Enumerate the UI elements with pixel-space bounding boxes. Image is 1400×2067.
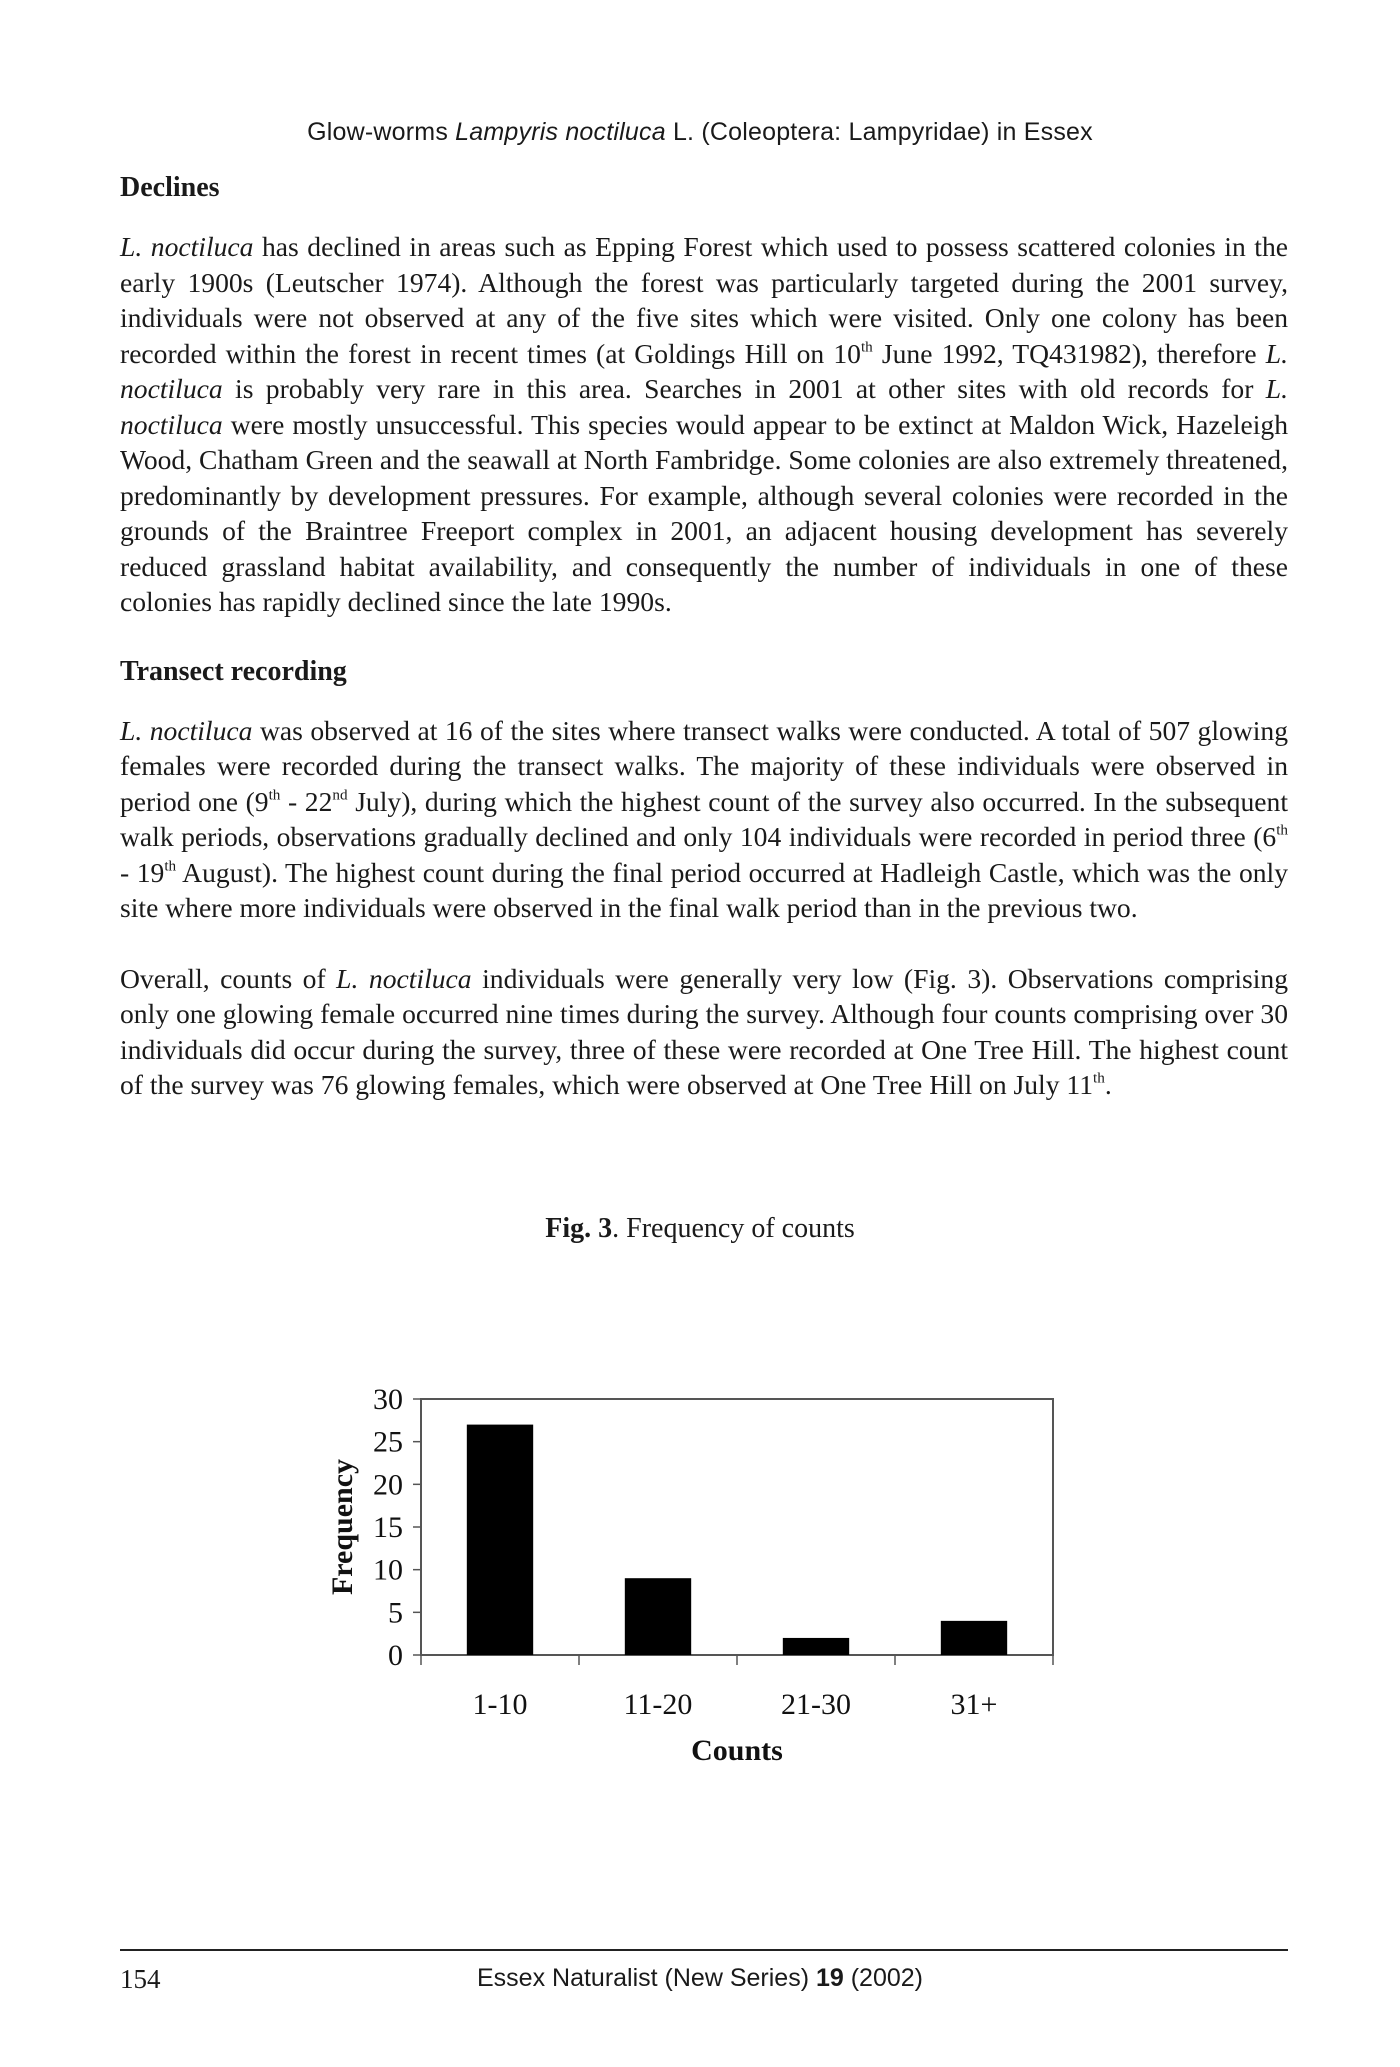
bar	[941, 1621, 1007, 1655]
running-head-species: Lampyris noctiluca	[455, 118, 666, 146]
journal-year: (2002)	[843, 1964, 923, 1992]
y-tick-label: 0	[388, 1639, 403, 1672]
species-name: L. noctiluca	[336, 962, 472, 994]
bar	[625, 1578, 691, 1655]
page-number: 154	[120, 1964, 161, 1994]
text-run: individuals were generally very low (Fig. 3). Observations comprising only one glowing female occurred nine times during the survey. Although four counts comprising over 30 individuals did occur during the survey, three of these were recorded at One Tree Hill. The highest count of the survey was 76 glowing females, which were observed at One Tree Hill on July 11	[120, 962, 1288, 1100]
transect-paragraph-1	[120, 713, 1288, 926]
running-head-post: L. (Coleoptera: Lampyridae) in Essex	[665, 118, 1093, 146]
superscript: th	[1276, 821, 1288, 839]
running-head-pre: Glow-worms	[307, 118, 456, 146]
species-name: L. noctiluca	[120, 231, 254, 262]
y-tick-label: 25	[373, 1425, 403, 1459]
transect-heading: Transect recording	[120, 655, 347, 687]
figure-caption	[0, 1213, 1400, 1245]
text-run: has declined in areas such as Epping Forest which used to possess scattered colonies in the early 1900s (Leutscher 1974). Although the forest was particularly targeted during the 2001 survey, individuals were not observed at any of the five sites which were visited. Only one colony has been recorded within the forest in recent times (at Goldings Hill on 10	[120, 231, 1289, 369]
x-category-label: 21-30	[781, 1688, 851, 1721]
superscript: th	[860, 338, 873, 356]
y-tick-label: 5	[388, 1596, 403, 1630]
declines-heading: Declines	[120, 172, 220, 203]
y-axis-title: Frequency	[326, 1458, 359, 1596]
superscript: nd	[332, 786, 348, 804]
figure-title: Frequency of counts	[619, 1213, 855, 1244]
running-head	[0, 118, 1400, 147]
figure-label-sep: .	[612, 1213, 620, 1244]
y-tick-label: 20	[373, 1468, 403, 1502]
journal-name: Essex Naturalist (New Series)	[476, 1964, 816, 1992]
superscript: th	[1093, 1069, 1105, 1087]
superscript: th	[268, 786, 281, 804]
bar	[467, 1425, 533, 1655]
frequency-bar-chart	[300, 1300, 1100, 1800]
text-run: - 22	[280, 785, 333, 817]
x-category-label: 1-10	[472, 1688, 528, 1721]
superscript: th	[164, 857, 177, 875]
y-tick-label: 30	[373, 1383, 403, 1416]
species-name: L. noctiluca	[120, 337, 1288, 404]
text-run: - 19	[120, 856, 165, 888]
transect-paragraph-2	[120, 961, 1288, 1103]
text-run: July), during which the highest count of the survey also occurred. In the subsequent walk periods, observations gradually declined and only 104 individuals were recorded in period three (6	[120, 785, 1288, 852]
text-run: were mostly unsuccessful. This species would appear to be extinct at Maldon Wick, Hazeleigh Wood, Chatham Green and the seawall at North Fambridge. Some colonies are also extremely threatened, predominantly by development pressures. For example, although several colonies were recorded in the grounds of the Braintree Freeport complex in 2001, an adjacent housing development has severely reduced grassland habitat availability, and consequently the number of individuals in one of these colonies has rapidly declined since the late 1990s.	[120, 408, 1288, 617]
x-category-label: 31+	[950, 1688, 998, 1721]
text-run: June 1992, TQ431982), therefore	[872, 337, 1266, 369]
text-run: is probably very rare in this area. Searches in 2001 at other sites with old records for	[222, 373, 1266, 404]
y-tick-label: 15	[373, 1511, 403, 1544]
text-run: August). The highest count during the final period occurred at Hadleigh Castle, which was the only site where more individuals were observed in the final walk period than in the previous two.	[120, 856, 1288, 923]
text-run: Overall, counts of	[120, 962, 337, 994]
journal-volume: 19	[815, 1964, 844, 1992]
journal-citation	[0, 1964, 1400, 1993]
footer-rule	[120, 1949, 1288, 1951]
species-name: L. noctiluca	[120, 714, 253, 746]
x-category-label: 11-20	[623, 1688, 693, 1721]
text-run: .	[1104, 1069, 1112, 1100]
article-body	[120, 170, 1288, 1103]
species-name: L. noctiluca	[120, 373, 1288, 440]
figure-label: Fig. 3	[545, 1213, 613, 1244]
bar	[783, 1638, 849, 1655]
text-run: was observed at 16 of the sites where transect walks were conducted. A total of 507 glowing females were recorded during the transect walks. The majority of these individuals were observed in period one (9	[120, 714, 1289, 817]
y-tick-label: 10	[373, 1553, 403, 1587]
x-axis-title: Counts	[691, 1734, 783, 1767]
declines-paragraph	[120, 229, 1288, 620]
